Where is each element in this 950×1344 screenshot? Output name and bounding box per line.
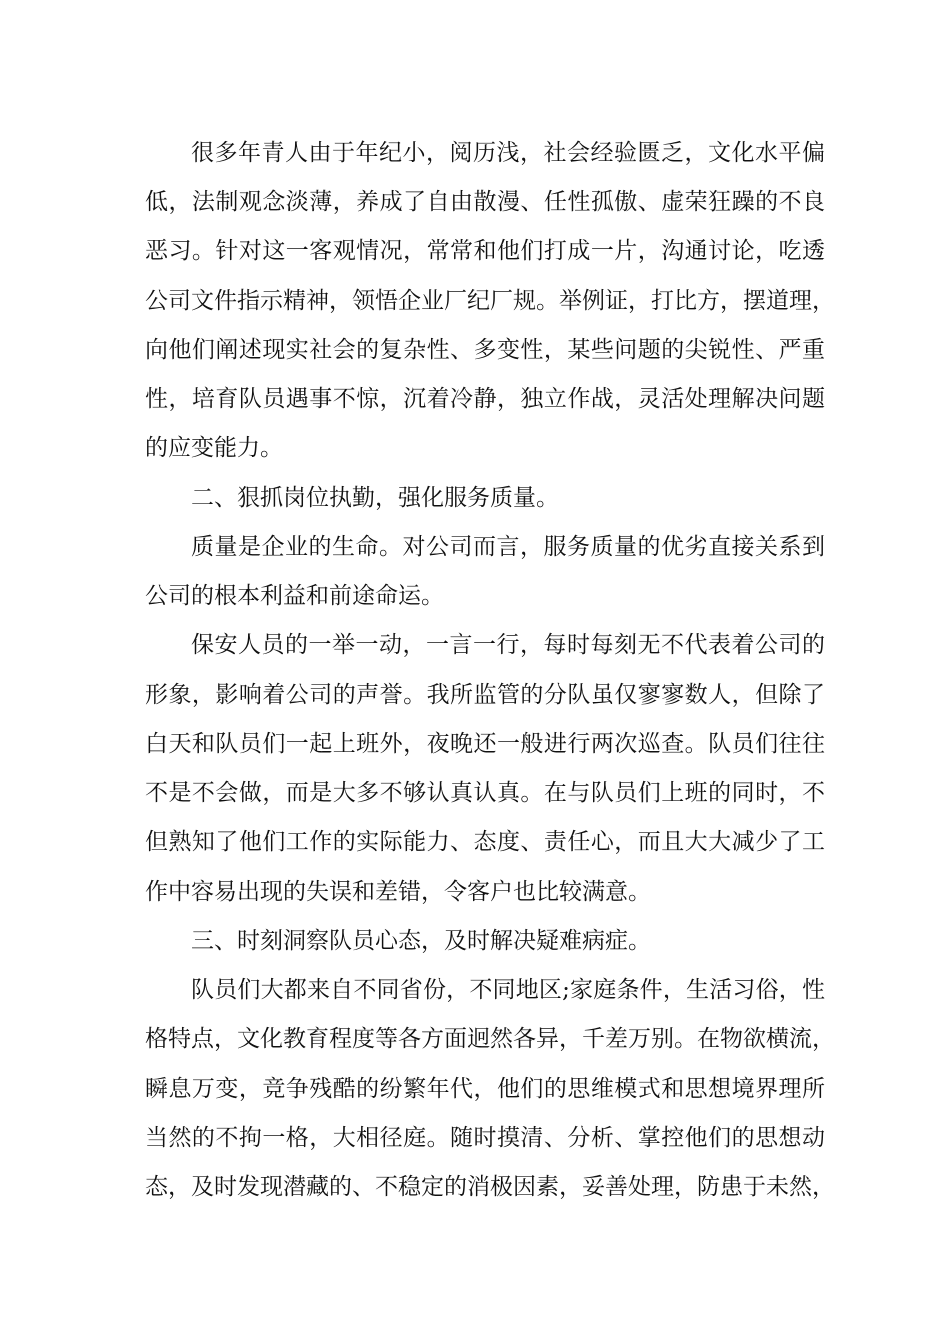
paragraph-line: 队员们大都来自不同省份，不同地区;家庭条件，生活习俗，性	[191, 977, 825, 1003]
paragraph-line: 当然的不拘一格，大相径庭。随时摸清、分析、掌控他们的思想动	[145, 1125, 825, 1151]
paragraph-line: 保安人员的一举一动，一言一行，每时每刻无不代表着公司的	[191, 632, 825, 658]
paragraph-line: 格特点，文化教育程度等各方面迥然各异，千差万别。在物欲横流，	[145, 1026, 835, 1052]
paragraph-line: 向他们阐述现实社会的复杂性、多变性，某些问题的尖锐性、严重	[145, 337, 825, 363]
paragraph-line: 恶习。针对这一客观情况，常常和他们打成一片，沟通讨论，吃透	[145, 238, 825, 264]
paragraph-line: 态，及时发现潜藏的、不稳定的消极因素，妥善处理，防患于未然，	[145, 1174, 835, 1200]
paragraph-line: 但熟知了他们工作的实际能力、态度、责任心，而且大大减少了工	[145, 829, 825, 855]
paragraph-line: 质量是企业的生命。对公司而言，服务质量的优劣直接关系到	[191, 534, 825, 560]
paragraph-line: 瞬息万变，竞争残酷的纷繁年代，他们的思维模式和思想境界理所	[145, 1076, 825, 1102]
paragraph-line: 公司文件指示精神，领悟企业厂纪厂规。举例证，打比方，摆道理，	[145, 288, 835, 314]
paragraph-line: 不是不会做，而是大多不够认真认真。在与队员们上班的同时，不	[145, 780, 825, 806]
paragraph-line: 很多年青人由于年纪小，阅历浅，社会经验匮乏，文化水平偏	[191, 140, 825, 166]
paragraph-line: 白天和队员们一起上班外，夜晚还一般进行两次巡查。队员们往往	[145, 731, 825, 757]
paragraph-line: 低，法制观念淡薄，养成了自由散漫、任性孤傲、虚荣狂躁的不良	[145, 189, 825, 215]
paragraph-line: 形象，影响着公司的声誉。我所监管的分队虽仅寥寥数人，但除了	[145, 682, 825, 708]
paragraph-line: 公司的根本利益和前途命运。	[145, 583, 444, 609]
section-heading: 三、时刻洞察队员心态，及时解决疑难病症。	[191, 928, 651, 954]
paragraph-line: 性，培育队员遇事不惊，沉着冷静，独立作战，灵活处理解决问题	[145, 386, 825, 412]
paragraph-line: 的应变能力。	[145, 435, 283, 461]
paragraph-line: 作中容易出现的失误和差错，令客户也比较满意。	[145, 879, 651, 905]
section-heading: 二、狠抓岗位执勤，强化服务质量。	[191, 485, 559, 511]
